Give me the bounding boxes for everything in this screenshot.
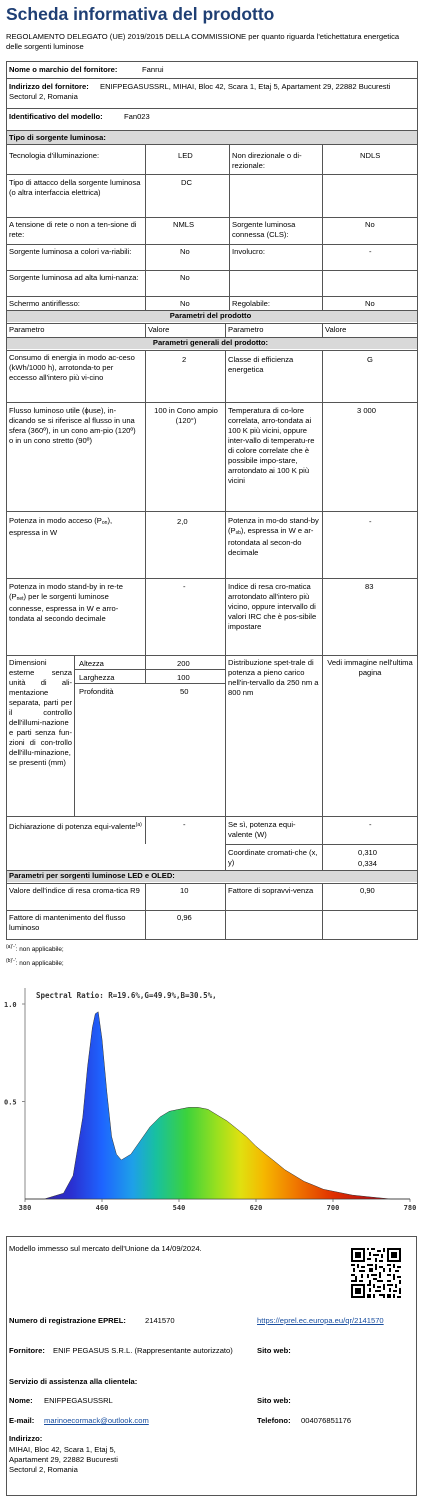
chart-title: Spectral Ratio: R=19.6%,G=49.9%,B=30.5%, [36,991,217,1000]
y-tick-label: 0.5 [4,1098,17,1107]
flux-value: 100 in Cono ampio (120°) [154,406,218,425]
footer-supplier-label: Fornitore: [9,1346,45,1355]
service-name-label: Nome: [9,1396,33,1405]
market-text: Modello immesso sul mercato dell'Unione da 14/09/2024. [9,1244,202,1253]
chroma-label: Coordinate cromati-che (x, y) [228,848,318,867]
supplier-name-label: Nome o marchio del fornitore: [9,65,118,74]
envelope-label: Involucro: [232,247,265,256]
spd-label: Distribuzione spet-trale di potenza a pieno carico nell'in-tervallo da 250 nm a 800 nm [228,658,319,697]
high-luminance-value: No [180,273,190,282]
pon-value: 2,0 [177,517,188,526]
survival-value: 0,90 [360,886,375,895]
note-b: $^{(b)'-'}$: non applicabile; [6,958,64,967]
chroma-x: 0,310 [358,848,378,857]
envelope-value: - [369,247,372,256]
equivw-label: Se sì, potenza equi-valente (W) [228,820,296,839]
footer-site-label: Sito web: [257,1346,291,1355]
eprel-label: Numero di registrazione EPREL: [9,1316,126,1325]
glare-value: No [180,299,190,308]
flux-label: Flusso luminoso utile (ɸuse), in-dicando se si riferisce al flusso in una sfera (360º), in un cono am-pio (120º) o in un cono stretto (90º) [9,406,136,445]
params-heading: Parametri del prodotto [169,311,252,320]
survival-label: Fattore di sopravvi-venza [228,886,314,895]
y-tick-label: 1.0 [4,1001,17,1009]
pnet-value: - [183,582,186,591]
pon-label: Potenza in modo acceso $(P_{on})$, espressa in W [9,516,113,537]
height-label: Altezza [79,659,104,668]
service-site-label: Sito web: [257,1396,291,1405]
energy-label: Consumo di energia in modo ac-ceso (kWh/1000 h), arrotonda-to per eccesso all'intero più vi-cino [9,353,135,382]
regulation-text: REGOLAMENTO DELEGATO (UE) 2019/2015 DELLA COMMISSIONE per quanto riguarda l'etichettatura energetica delle sorgenti luminose [6,32,400,51]
general-params-heading: Parametri generali del prodotto: [152,338,269,347]
cri-value: 83 [365,582,374,591]
class-label: Classe di efficienza energetica [228,355,294,374]
cct-value: 3 000 [357,406,377,415]
glare-label: Schermo antiriflesso: [9,299,80,308]
equiv-label: Dichiarazione di potenza equi-valente$^{(a)}$ [9,822,142,831]
phone-value: 004076851176 [301,1416,352,1425]
eprel-value: 2141570 [145,1316,175,1325]
psb-label: Potenza in mo-do stand-by $(P_{sb})$, espressa in W e ar-rotondata al secon-do decimale [228,516,319,557]
page-title: Scheda informativa del prodotto [6,4,275,24]
dimmable-label: Regolabile: [232,299,270,308]
equiv-value: - [183,820,186,829]
email-label: E-mail: [9,1416,35,1425]
model-id-label: Identificativo del modello: [9,112,103,121]
service-name-value: ENIFPEGASUSSRL [44,1396,113,1405]
address-value: MIHAI, Bloc 42, Scara 1, Etaj 5, Apartament 29, 22882 Bucuresti Sectorul 2, Romania [9,1445,118,1474]
col-param-2: Parametro [228,325,264,334]
equivw-value: - [369,820,372,829]
x-tick-label: 780 [403,1204,417,1212]
cls-value: No [365,220,375,229]
r9-value: 10 [180,886,189,895]
r9-label: Valore dell'indice di resa croma-tica R9 [9,886,140,895]
cap-label: Tipo di attacco della sorgente luminosa (o altra interfaccia elettrica) [9,178,141,197]
eprel-link[interactable]: https://eprel.ec.europa.eu/qr/2141570 [257,1316,384,1325]
col-value-1: Valore [148,325,170,334]
pnet-label: Potenza in modo stand-by in re-te $(P_{net})$ per le sorgenti luminose connesse, espressa in W e arro-tondata al secondo decimale [9,582,123,623]
col-param-1: Parametro [9,325,45,334]
maint-label: Fattore di mantenimento del flusso luminoso [9,913,126,932]
email-link[interactable]: marinoecormack@outlook.com [44,1416,149,1425]
class-value: G [367,355,373,364]
width-value: 100 [177,673,190,682]
x-tick-label: 620 [249,1204,263,1212]
color-label: Sorgente luminosa a colori va-riabili: [9,247,132,256]
mains-label: A tensione di rete o non a ten-sione di rete: [9,220,137,239]
x-tick-label: 540 [172,1204,186,1212]
depth-label: Profondità [79,687,114,696]
depth-value: 50 [180,687,189,696]
supplier-address-label: Indirizzo del fornitore: [9,82,89,91]
x-tick-label: 700 [326,1204,340,1212]
energy-value: 2 [182,355,187,364]
high-luminance-label: Sorgente luminosa ad alta lumi-nanza: [9,273,139,282]
cap-value: DC [181,178,192,187]
maint-value: 0,96 [177,913,192,922]
chroma-y: 0,334 [358,859,378,868]
spectrum-chart [0,980,421,1212]
dimensions-label: Dimensioni esterne senza unità di ali-mentazione separata, parti per il controllo dell'illumi-nazione e parti senza fun-zioni di con-trollo dell'illu-minazione, se presenti (mm) [9,658,72,767]
dimmable-value: No [365,299,375,308]
phone-label: Telefono: [257,1416,291,1425]
cls-label: Sorgente luminosa connessa (CLS): [232,220,296,239]
mains-value: NMLS [173,220,195,229]
height-value: 200 [177,659,190,668]
cct-label: Temperatura di co-lore correlata, arro-tondata ai 100 K più vicini, oppure inter-vallo di temperatu-re di colore correlate che è possibile impo-stare, arrotondato ai 100 K più vicini [228,406,315,485]
type-heading: Tipo di sorgente luminosa: [9,133,106,142]
supplier-address-value: ENIFPEGASUSSRL, MIHAI, Bloc 42, Scara 1, Etaj 5, Apartament 29, 22882 Bucuresti Sectorul 2, Romania [9,82,391,101]
note-a: $^{(a)'-'}$: non applicabile; [6,944,64,953]
cri-label: Indice di resa cro-matica arrotondato all'intero più vicino, oppure intervallo di valori IRC che è pos-sibile impostare [228,582,317,631]
model-id-value: Fan023 [124,112,150,121]
supplier-name-value: Fanrui [142,65,164,74]
x-tick-label: 380 [18,1204,32,1212]
footer-supplier-value: ENIF PEGASUS S.R.L. (Rappresentante autorizzato) [53,1346,233,1355]
tech-label: Tecnologia d'illuminazione: [9,151,100,160]
psb-value: - [369,517,372,526]
led-heading: Parametri per sorgenti luminose LED e OLED: [9,871,175,880]
spd-value: Vedi immagine nell'ultima pagina [327,658,413,677]
nondir-label: Non direzionale o di-rezionale: [232,151,302,170]
color-value: No [180,247,190,256]
col-value-2: Valore [325,325,347,334]
tech-value: LED [178,151,193,160]
address-label: Indirizzo: [9,1434,43,1443]
nondir-value: NDLS [360,151,381,160]
qr-code-icon [351,1248,401,1298]
width-label: Larghezza [79,673,115,682]
x-tick-label: 460 [95,1204,109,1212]
service-heading: Servizio di assistenza alla clientela: [9,1377,138,1386]
